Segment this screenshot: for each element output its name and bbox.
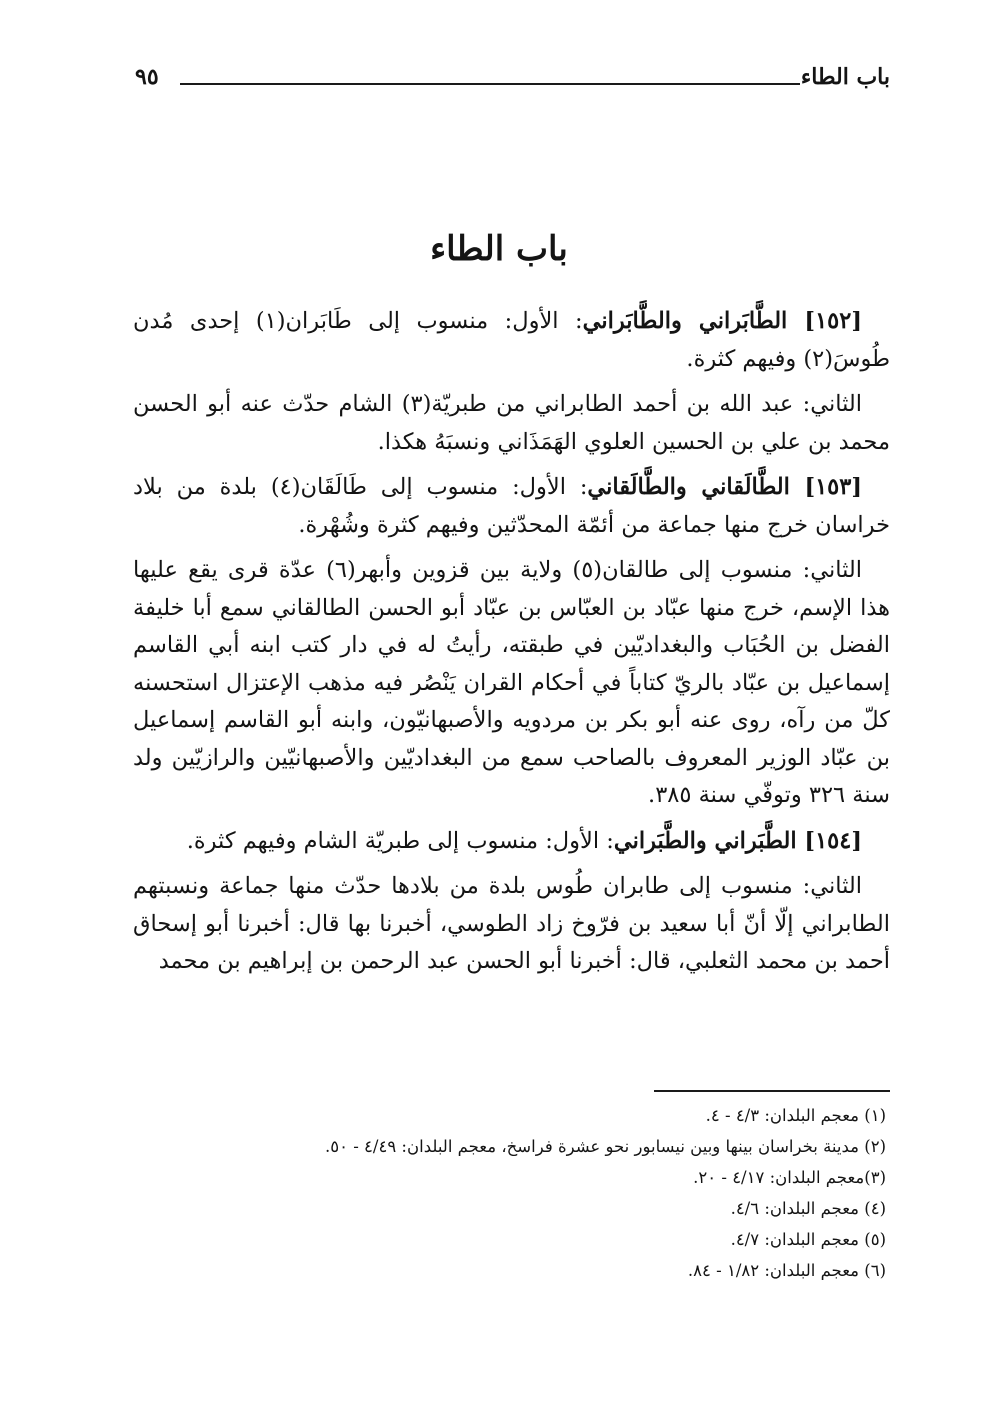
entry-heading: [١٥٤] الطَّبَراني والطَّبَراني — [613, 827, 862, 854]
paragraph-text: الثاني: عبد الله بن أحمد الطابراني من طبريّة(٣) الشام حدّث عنه أبو الحسن محمد بن علي بن الحسين العلوي الهَمَذَاني ونسبَهُ هكذا. — [133, 391, 890, 455]
paragraph-text: : الأول: منسوب إلى طَالَقَان(٤) بلدة من بلاد خراسان خرج منها جماعة من أئمّة المحدّثين وفيهم كثرة وشُهْرة. — [133, 474, 890, 538]
paragraph-entry-153-second — [133, 552, 890, 815]
footnote-5: (٥) معجم البلدان: ٤/٧. — [730, 1230, 886, 1249]
running-head — [135, 62, 890, 92]
chapter-title: باب الطاء — [430, 229, 568, 269]
page-number: ٩٥ — [135, 64, 159, 90]
footnote-6: (٦) معجم البلدان: ١/٨٢ - ٨٤. — [687, 1261, 886, 1280]
entry-heading: [١٥٣] الطَّالَقاني والطَّالَقاني — [587, 474, 863, 500]
paragraph-entry-152-second — [133, 386, 890, 461]
body-text — [133, 303, 890, 989]
footnote-4: (٤) معجم البلدان: ٤/٦. — [730, 1199, 886, 1218]
footnotes — [126, 1100, 886, 1286]
running-head-rule — [180, 83, 800, 85]
paragraph-entry-154-second — [133, 868, 890, 981]
footnote-2: (٢) مدينة بخراسان بينها وبين نيسابور نحو عشرة فراسخ، معجم البلدان: ٤/٤٩ - ٥٠. — [324, 1137, 886, 1156]
footnote-3: (٣)معجم البلدان: ٤/١٧ - ٢٠. — [693, 1168, 886, 1187]
paragraph-entry-152 — [133, 303, 890, 378]
paragraph-text: الثاني: منسوب إلى طالقان(٥) ولاية بين قزوين وأبهر(٦) عدّة قرى يقع عليها هذا الإسم، خرج منها عبّاد بن العبّاس بن عبّاد أبو الحسن الطالقاني سمع أبا خليفة الفضل بن الحُبَاب والبغداديّين في طبقته، رأيتُ له في دار كتب ابنه أبي القاسم إسماعيل بن عبّاد بالريّ كتاباً في أحكام القران يَنْصُر فيه مذهب الإعتزال استحسنه كلّ من رآه، روى عنه أبو بكر بن مردويه والأصبهانيّون، وابنه أبو القاسم إسماعيل بن عبّاد الوزير المعروف بالصاحب سمع من البغداديّين والأصبهانيّين والرازيّين ولد سنة ٣٢٦ وتوفّي سنة ٣٨٥. — [133, 557, 890, 808]
paragraph-text: : الأول: منسوب إلى طَابَران(١) إحدى مُدن طُوسَ(٢) وفيهم كثرة. — [133, 308, 890, 372]
paragraph-entry-154 — [133, 823, 890, 861]
footnote-separator — [654, 1090, 890, 1092]
paragraph-text: الثاني: منسوب إلى طابران طُوس بلدة من بلادها حدّث منها جماعة ونسبتهم الطابراني إلّا أنّ أبا سعيد بن فرّوخ زاد الطوسي، أخبرنا بها قال: أخبرنا أبو إسحاق أحمد بن محمد الثعلبي، قال: أخبرنا أبو الحسن عبد الرحمن بن إبراهيم بن محمد — [133, 873, 890, 974]
footnote-1: (١) معجم البلدان: ٤/٣ - ٤. — [705, 1106, 886, 1125]
running-head-section: باب الطاء — [800, 64, 890, 90]
paragraph-entry-153 — [133, 469, 890, 544]
paragraph-text: : الأول: منسوب إلى طبريّة الشام وفيهم كثرة. — [186, 827, 614, 854]
entry-heading: [١٥٢] الطَّابَراني والطَّابَراني — [582, 308, 862, 334]
